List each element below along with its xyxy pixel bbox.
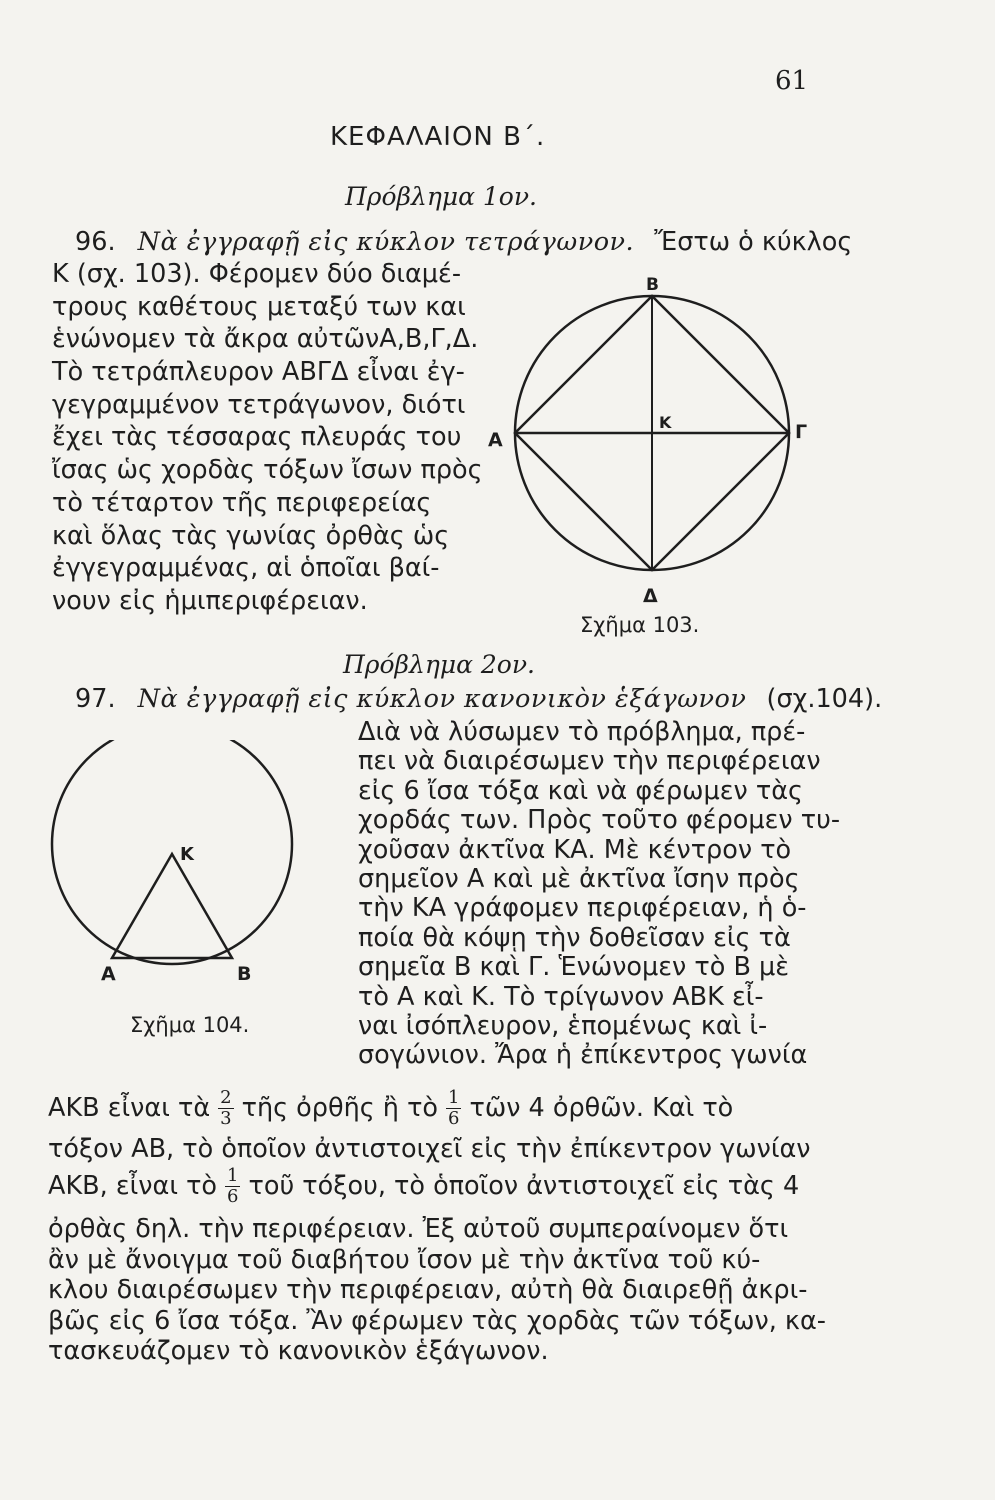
- text-line: ἴσας ὡς χορδὰς τόξων ἴσων πρὸς: [52, 455, 483, 486]
- text-line: τὸ Α καὶ Κ. Τὸ τρίγωνον ΑΒΚ εἶ-: [358, 981, 764, 1012]
- problem-1-text: [52, 260, 483, 620]
- text-line: Τὸ τετράπλευρον ΑΒΓΔ εἶναι ἐγ-: [52, 357, 465, 388]
- fraction-one-sixth: [446, 1088, 461, 1129]
- text-line: ἑνώνομεν τὰ ἄκρα αὐτῶνΑ,Β,Γ,Δ.: [52, 324, 479, 355]
- text-line: ναι ἰσόπλευρον, ἑπομένως καὶ ἰ-: [358, 1010, 768, 1041]
- label-a: Α: [101, 963, 116, 985]
- fraction-two-thirds: [218, 1088, 233, 1129]
- text-line: τασκευάζομεν τὸ κανονικὸν ἑξάγωνον.: [48, 1336, 549, 1366]
- text-line: ὀρθὰς δηλ. τὴν περιφέρειαν. Ἐξ αὐτοῦ συμπεραίνομεν ὅτι: [48, 1214, 789, 1244]
- problem-number: 97.: [75, 684, 116, 714]
- text-segment: τῶν 4 ὀρθῶν. Καὶ τὸ: [469, 1093, 734, 1123]
- statement-continuation: (σχ.104).: [766, 684, 883, 714]
- text-line: χορδάς των. Πρὸς τοῦτο φέρομεν τυ-: [358, 805, 841, 836]
- text-line: τὴν ΚΑ γράφομεν περιφέρειαν, ἡ ὁ-: [358, 893, 807, 924]
- text-line: τὸ τέταρτον τῆς περιφερείας: [52, 487, 432, 518]
- equilateral-triangle: [112, 854, 232, 958]
- figure-104-caption: Σχῆμα 104.: [130, 1013, 250, 1037]
- numerator: 1: [448, 1086, 460, 1108]
- label-g: Γ: [795, 421, 808, 443]
- final-paragraph: [48, 1215, 826, 1368]
- figure-103: [480, 270, 830, 610]
- denominator: 6: [227, 1185, 239, 1207]
- problem-2-title: Πρόβλημα 2ον.: [343, 650, 536, 679]
- page-number: 61: [775, 66, 809, 96]
- text-line: καὶ ὅλας τὰς γωνίας ὀρθὰς ὡς: [52, 520, 450, 551]
- label-k: Κ: [659, 413, 672, 432]
- label-a: Α: [488, 429, 503, 451]
- problem-statement-italic: Νὰ ἐγγραφῇ εἰς κύκλον τετράγωνον.: [137, 227, 635, 257]
- text-line: ἂν μὲ ἄνοιγμα τοῦ διαβήτου ἴσον μὲ τὴν ἀκτῖνα τοῦ κύ-: [48, 1244, 761, 1275]
- text-line: σημεῖον Α καὶ μὲ ἀκτῖνα ἴσην πρὸς: [358, 863, 800, 894]
- text-line: βῶς εἰς 6 ἴσα τόξα. Ἂν φέρωμεν τὰς χορδὰς τῶν τόξων, κα-: [48, 1305, 826, 1336]
- text-line: Κ (σχ. 103). Φέρομεν δύο διαμέ-: [52, 259, 462, 289]
- figure-103-caption: Σχῆμα 103.: [580, 613, 700, 637]
- text-line: κλου διαιρέσωμεν τὴν περιφέρειαν, αὐτὴ θὰ διαιρεθῇ ἀκρι-: [48, 1275, 808, 1305]
- numerator: 2: [220, 1086, 232, 1108]
- figure-104: [50, 740, 310, 1000]
- problem-1-statement: [75, 228, 852, 256]
- chapter-title: ΚΕΦΑΛΑΙΟΝ Β΄.: [330, 122, 546, 152]
- text-segment: ΑΚΒ εἶναι τὰ: [48, 1093, 211, 1123]
- text-line: ποία θὰ κόψῃ τὴν δοθεῖσαν εἰς τὰ: [358, 922, 791, 953]
- text-line: νουν εἰς ἡμιπεριφέρειαν.: [52, 585, 368, 616]
- text-segment: ΑΚΒ, εἶναι τὸ: [48, 1171, 218, 1201]
- text-line: Διὰ νὰ λύσωμεν τὸ πρόβλημα, πρέ-: [358, 717, 806, 747]
- text-line: χοῦσαν ἀκτῖνα ΚΑ. Μὲ κέντρον τὸ: [358, 834, 792, 865]
- problem-statement-italic: Νὰ ἐγγραφῇ εἰς κύκλον κανονικὸν ἑξάγωνον: [137, 684, 747, 714]
- problem-1-title: Πρόβλημα 1ον.: [345, 182, 538, 211]
- fraction-line-2: [48, 1163, 799, 1209]
- statement-continuation: Ἔστω ὁ κύκλος: [654, 227, 853, 257]
- label-k: Κ: [180, 844, 194, 865]
- text-line: τρους καθέτους μεταξύ των και: [52, 291, 466, 322]
- text-segment: τοῦ τόξου, τὸ ὁποῖον ἀντιστοιχεῖ εἰς τὰς 4: [248, 1171, 800, 1201]
- text-line: τόξον ΑΒ, τὸ ὁποῖον ἀντιστοιχεῖ εἰς τὴν ἐπίκεντρον γωνίαν: [48, 1134, 811, 1164]
- text-line: ἔχει τὰς τέσσαρας πλευράς του: [52, 422, 462, 453]
- text-segment: τῆς ὀρθῆς ἢ τὸ: [241, 1093, 439, 1123]
- text-line: γεγραμμένον τετράγωνον, διότι: [52, 389, 466, 420]
- label-b: Β: [237, 963, 252, 985]
- text-line: εἰς 6 ἴσα τόξα καὶ νὰ φέρωμεν τὰς: [358, 775, 803, 806]
- text-line: πει νὰ διαιρέσωμεν τὴν περιφέρειαν: [358, 746, 821, 777]
- fraction-line-1: [48, 1085, 733, 1131]
- fraction-one-sixth: [225, 1166, 240, 1207]
- text-line: ἐγγεγραμμένας, αἱ ὁποῖαι βαί-: [52, 553, 440, 584]
- label-b: Β: [646, 275, 659, 295]
- label-d: Δ: [643, 585, 658, 607]
- text-line: σημεῖα Β καὶ Γ. Ἑνώνομεν τὸ Β μὲ: [358, 952, 790, 983]
- text-line: σογώνιον. Ἄρα ἡ ἐπίκεντρος γωνία: [358, 1040, 808, 1071]
- numerator: 1: [227, 1164, 239, 1186]
- problem-number: 96.: [75, 227, 116, 257]
- problem-2-text: [358, 718, 840, 1071]
- denominator: 6: [448, 1107, 460, 1129]
- denominator: 3: [220, 1107, 232, 1129]
- problem-2-statement: [75, 685, 882, 713]
